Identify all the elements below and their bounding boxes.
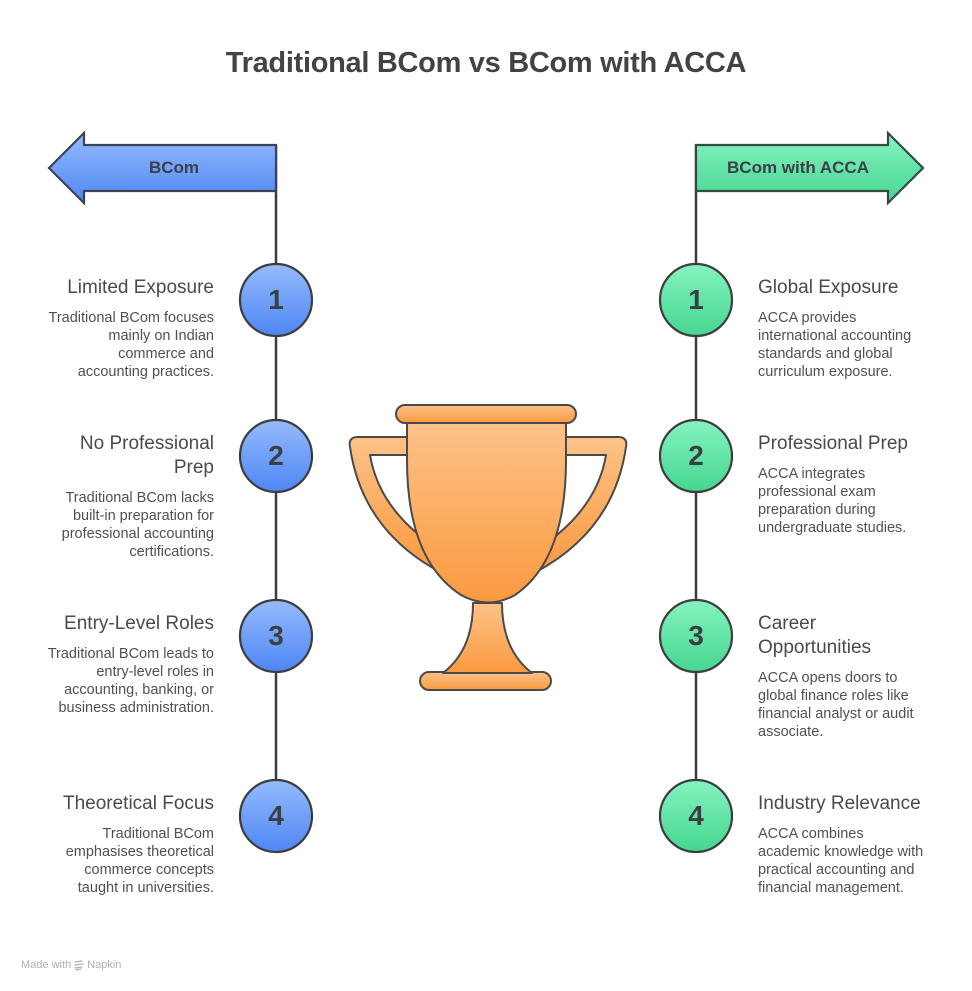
right-step-number-2: 2 (688, 440, 704, 471)
item-title: Entry-Level Roles (64, 613, 214, 634)
item-description: Traditional BCom lacks built-in preparation for professional accounting certifications. (61, 490, 214, 560)
item-title: Career Opportunities (758, 613, 872, 658)
napkin-logo-icon (74, 960, 84, 971)
right-step-number-1: 1 (688, 284, 704, 315)
item-description: Traditional BCom focuses mainly on Indian commerce and accounting practices. (48, 310, 214, 380)
acca-item-2 (758, 432, 928, 537)
page-title: Traditional BCom vs BCom with ACCA (225, 47, 747, 79)
item-description: ACCA combines academic knowledge with practical accounting and financial management. (758, 826, 924, 896)
made-with-label: Made with (21, 959, 72, 971)
item-description: ACCA provides international accounting standards and global curriculum exposure. (758, 310, 912, 380)
left-step-number-4: 4 (268, 800, 284, 831)
acca-item-1 (758, 276, 933, 381)
made-with-napkin-footer[interactable] (21, 959, 121, 971)
item-title: Professional Prep (758, 433, 908, 454)
left-step-number-3: 3 (268, 620, 284, 651)
item-description: ACCA integrates professional exam preparation during undergraduate studies. (758, 466, 907, 536)
bcom-item-2 (49, 432, 214, 561)
item-title: Limited Exposure (67, 277, 214, 298)
item-description: Traditional BCom leads to entry-level roles in accounting, banking, or business administration. (47, 646, 214, 716)
item-title: No Professional Prep (79, 433, 214, 478)
item-title: Global Exposure (758, 277, 899, 298)
bcom-acca-header-label: BCom with ACCA (727, 158, 869, 177)
item-description: ACCA opens doors to global finance roles like financial analyst or audit associate. (758, 670, 914, 740)
item-title: Industry Relevance (758, 793, 921, 814)
bcom-item-4 (49, 792, 214, 897)
bcom-item-3 (44, 612, 214, 717)
left-step-number-1: 1 (268, 284, 284, 315)
bcom-item-1 (44, 276, 214, 381)
left-step-number-2: 2 (268, 440, 284, 471)
right-step-number-3: 3 (688, 620, 704, 651)
bcom-header-label: BCom (148, 158, 200, 177)
acca-item-3 (758, 612, 923, 741)
napkin-brand-label: Napkin (87, 959, 122, 971)
item-description: Traditional BCom emphasises theoretical commerce concepts taught in universities. (65, 826, 214, 896)
right-step-number-4: 4 (688, 800, 704, 831)
item-title: Theoretical Focus (62, 793, 214, 814)
acca-item-4 (758, 792, 928, 897)
trophy-icon (350, 405, 627, 690)
